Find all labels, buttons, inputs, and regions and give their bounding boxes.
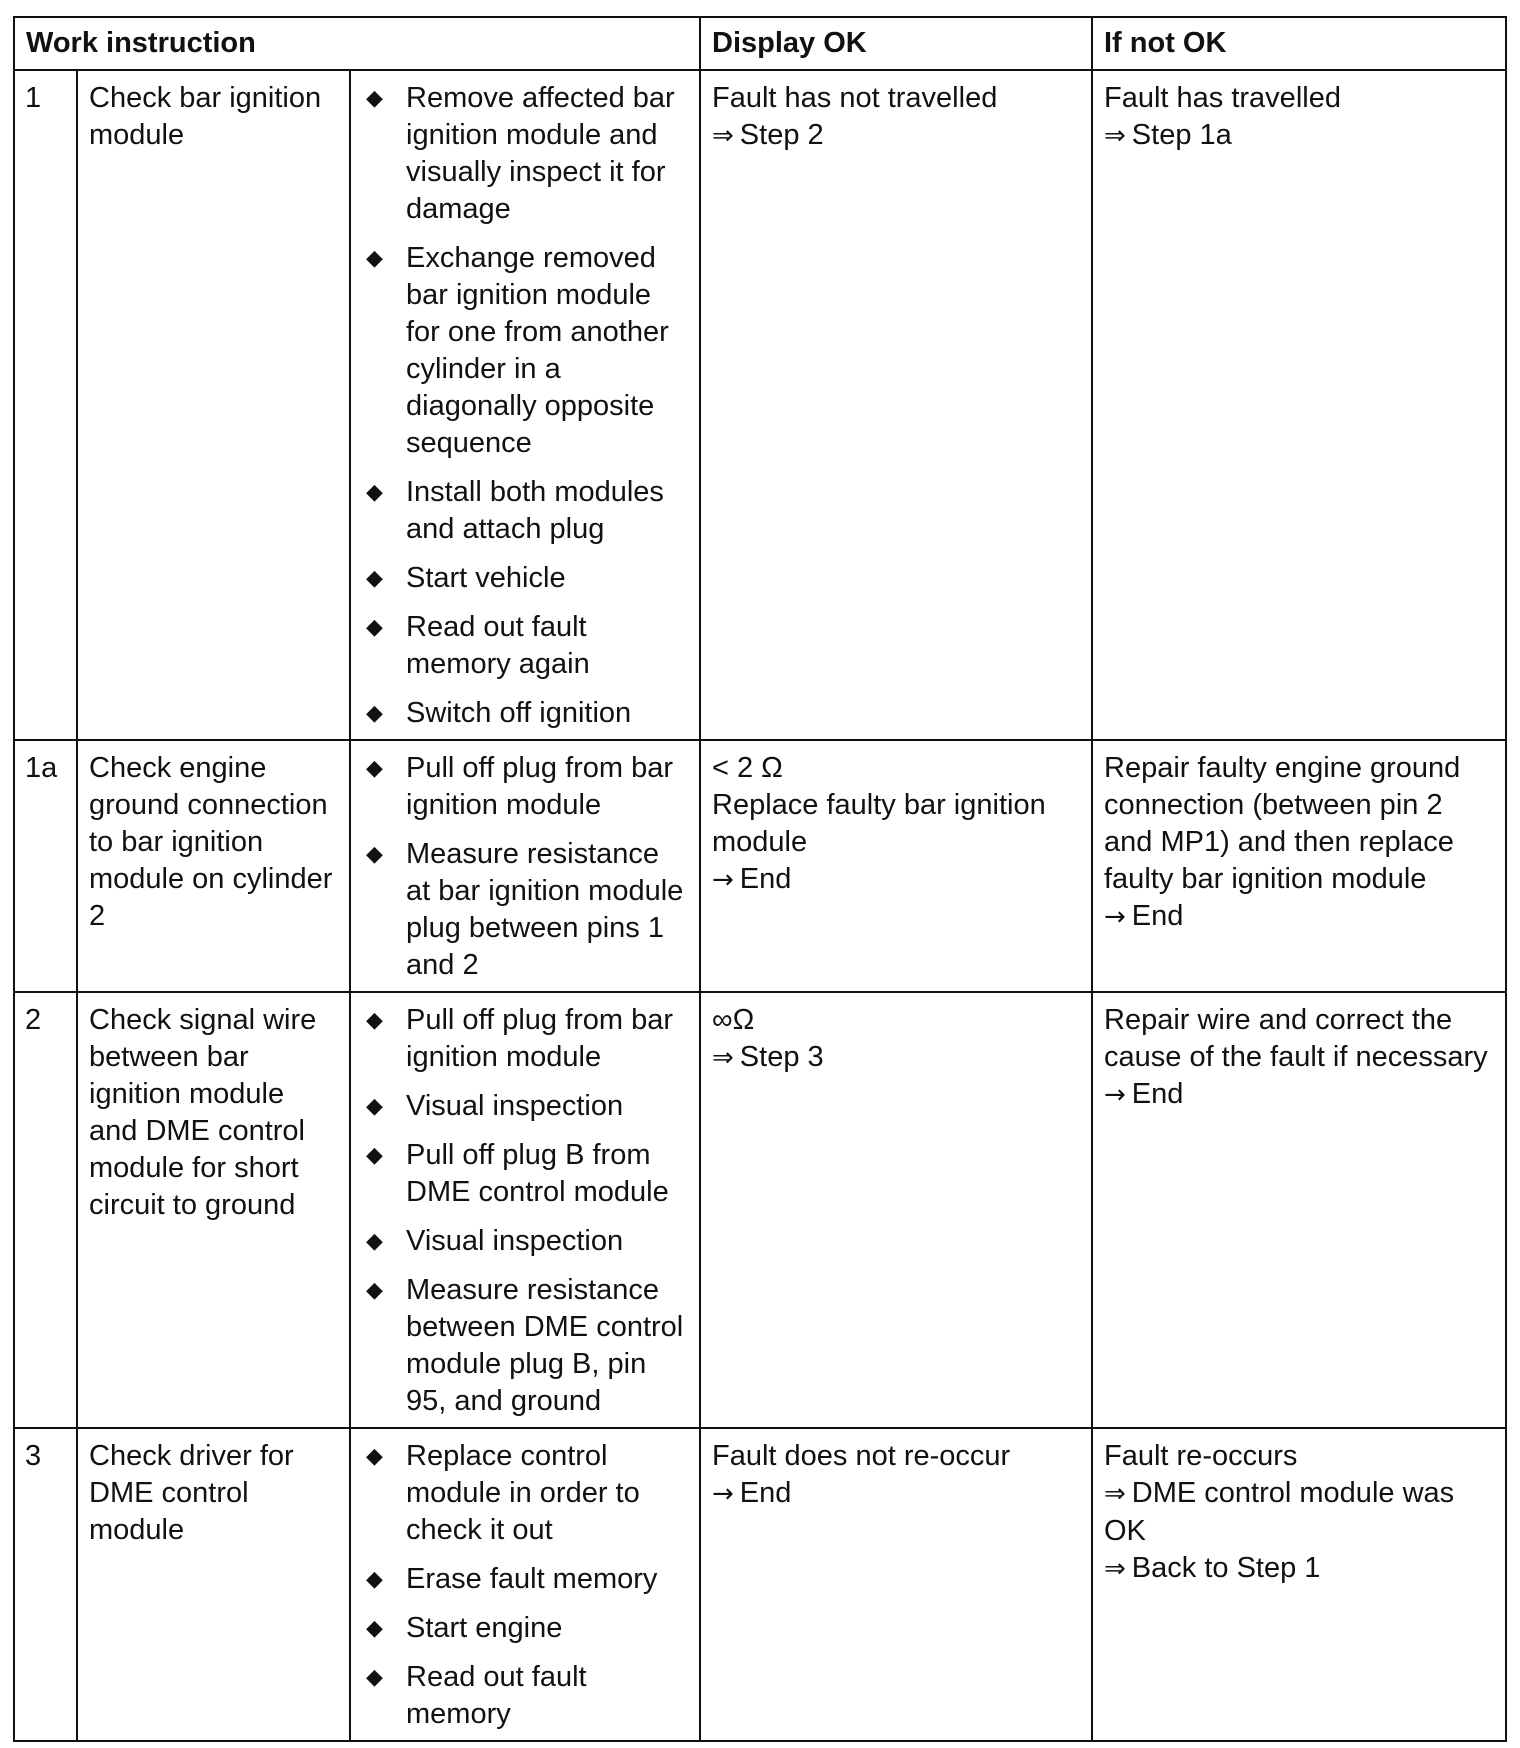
target-step: Step 1a	[1131, 119, 1232, 151]
diamond-bullet-icon: ◆	[366, 480, 383, 505]
list-item	[362, 836, 688, 984]
step-number: 2	[14, 992, 77, 1428]
double-arrow-icon: ⇒	[1104, 121, 1126, 151]
action-text: Erase fault memory	[406, 1563, 658, 1595]
result-text: Fault does not re-occur	[712, 1440, 1011, 1472]
if-not-ok-cell	[1092, 992, 1506, 1428]
diamond-bullet-icon: ◆	[366, 566, 383, 591]
action-text: Measure resistance between DME control module plug B, pin 95, and ground	[406, 1274, 684, 1417]
action-list	[362, 1438, 688, 1733]
header-display-ok: Display OK	[700, 17, 1092, 70]
target-step: End	[1131, 900, 1184, 932]
check-description: Check bar ignition module	[77, 70, 350, 740]
result-target	[1104, 117, 1494, 155]
result-text: Fault has not travelled	[712, 82, 998, 114]
action-list-cell	[350, 740, 700, 992]
list-item	[362, 750, 688, 824]
work-instruction-table	[13, 16, 1507, 1742]
result-text: Fault has travelled	[1104, 82, 1341, 114]
list-item	[362, 1438, 688, 1549]
diamond-bullet-icon: ◆	[366, 1008, 383, 1033]
result-target	[712, 1475, 1080, 1513]
check-description: Check driver for DME control module	[77, 1428, 350, 1741]
list-item	[362, 695, 688, 732]
result-target	[1104, 1076, 1494, 1114]
result-value: < 2 Ω	[712, 752, 783, 784]
list-item	[362, 1137, 688, 1211]
list-item	[362, 609, 688, 683]
step-number: 3	[14, 1428, 77, 1741]
result-text: Replace faulty bar ignition module	[712, 789, 1046, 858]
action-text: Pull off plug from bar ignition module	[406, 1004, 674, 1073]
table-row	[14, 992, 1506, 1428]
target-step: Back to Step 1	[1131, 1552, 1321, 1584]
action-text: Remove affected bar ignition module and visually inspect it for damage	[406, 82, 675, 225]
target-step: Step 2	[739, 119, 824, 151]
action-text: Measure resistance at bar ignition module plug between pins 1 and 2	[406, 838, 684, 981]
result-text: Fault re-occurs	[1104, 1440, 1298, 1472]
list-item	[362, 1610, 688, 1647]
result-target	[712, 117, 1080, 155]
target-step: DME control module was OK	[1104, 1477, 1455, 1547]
diamond-bullet-icon: ◆	[366, 1143, 383, 1168]
diamond-bullet-icon: ◆	[366, 701, 383, 726]
action-list-cell	[350, 1428, 700, 1741]
action-text: Exchange removed bar ignition module for one from another cylinder in a diagonally opposite sequence	[406, 242, 669, 459]
table-row	[14, 740, 1506, 992]
double-arrow-icon: ⇒	[712, 121, 734, 151]
diamond-bullet-icon: ◆	[366, 86, 383, 111]
display-ok-cell	[700, 70, 1092, 740]
target-step: End	[1131, 1078, 1184, 1110]
action-text: Read out fault memory again	[406, 611, 590, 680]
result-target	[712, 1039, 1080, 1077]
diamond-bullet-icon: ◆	[366, 1229, 383, 1254]
list-item	[362, 1223, 688, 1260]
if-not-ok-cell	[1092, 70, 1506, 740]
list-item	[362, 1088, 688, 1125]
double-arrow-icon: ⇒	[712, 1043, 734, 1073]
result-target	[712, 861, 1080, 899]
list-item	[362, 1561, 688, 1598]
double-arrow-icon: ⇒	[1104, 1554, 1126, 1584]
arrow-right-icon: →	[712, 865, 734, 895]
diamond-bullet-icon: ◆	[366, 756, 383, 781]
list-item	[362, 240, 688, 462]
diamond-bullet-icon: ◆	[366, 842, 383, 867]
diamond-bullet-icon: ◆	[366, 1665, 383, 1690]
arrow-right-icon: →	[1104, 902, 1126, 932]
action-list	[362, 1002, 688, 1420]
result-text: Repair wire and correct the cause of the fault if necessary	[1104, 1004, 1488, 1073]
action-text: Replace control module in order to check it out	[406, 1440, 640, 1546]
step-number: 1	[14, 70, 77, 740]
target-step: End	[739, 1477, 792, 1509]
action-list-cell	[350, 70, 700, 740]
action-list	[362, 80, 688, 732]
action-text: Pull off plug from bar ignition module	[406, 752, 674, 821]
arrow-right-icon: →	[712, 1479, 734, 1509]
list-item	[362, 560, 688, 597]
diamond-bullet-icon: ◆	[366, 1444, 383, 1469]
list-item	[362, 1002, 688, 1076]
result-target	[1104, 1550, 1494, 1588]
action-text: Visual inspection	[406, 1225, 624, 1257]
if-not-ok-cell	[1092, 1428, 1506, 1741]
list-item	[362, 1659, 688, 1733]
target-step: End	[739, 863, 792, 895]
action-text: Install both modules and attach plug	[406, 476, 664, 545]
action-list-cell	[350, 992, 700, 1428]
result-text: Repair faulty engine ground connection (between pin 2 and MP1) and then replace faulty bar ignition module	[1104, 752, 1461, 895]
display-ok-cell	[700, 992, 1092, 1428]
diamond-bullet-icon: ◆	[366, 1616, 383, 1641]
result-target	[1104, 1475, 1494, 1550]
arrow-right-icon: →	[1104, 1080, 1126, 1110]
double-arrow-icon: ⇒	[1104, 1479, 1126, 1509]
action-text: Visual inspection	[406, 1090, 624, 1122]
diamond-bullet-icon: ◆	[366, 246, 383, 271]
action-text: Start engine	[406, 1612, 563, 1644]
check-description: Check signal wire between bar ignition module and DME control module for short circuit to ground	[77, 992, 350, 1428]
if-not-ok-cell	[1092, 740, 1506, 992]
action-text: Switch off ignition	[406, 697, 632, 729]
diamond-bullet-icon: ◆	[366, 1278, 383, 1303]
diamond-bullet-icon: ◆	[366, 1094, 383, 1119]
action-list	[362, 750, 688, 984]
result-value: ∞Ω	[712, 1004, 755, 1036]
header-if-not-ok: If not OK	[1092, 17, 1506, 70]
table-row	[14, 1428, 1506, 1741]
table-row	[14, 70, 1506, 740]
display-ok-cell	[700, 740, 1092, 992]
diamond-bullet-icon: ◆	[366, 615, 383, 640]
list-item	[362, 1272, 688, 1420]
header-work-instruction: Work instruction	[14, 17, 700, 70]
diamond-bullet-icon: ◆	[366, 1567, 383, 1592]
display-ok-cell	[700, 1428, 1092, 1741]
table-header-row	[14, 17, 1506, 70]
action-text: Start vehicle	[406, 562, 566, 594]
step-number: 1a	[14, 740, 77, 992]
check-description: Check engine ground connection to bar ignition module on cylinder 2	[77, 740, 350, 992]
list-item	[362, 80, 688, 228]
result-target	[1104, 898, 1494, 936]
action-text: Pull off plug B from DME control module	[406, 1139, 669, 1208]
action-text: Read out fault memory	[406, 1661, 587, 1730]
list-item	[362, 474, 688, 548]
target-step: Step 3	[739, 1041, 824, 1073]
